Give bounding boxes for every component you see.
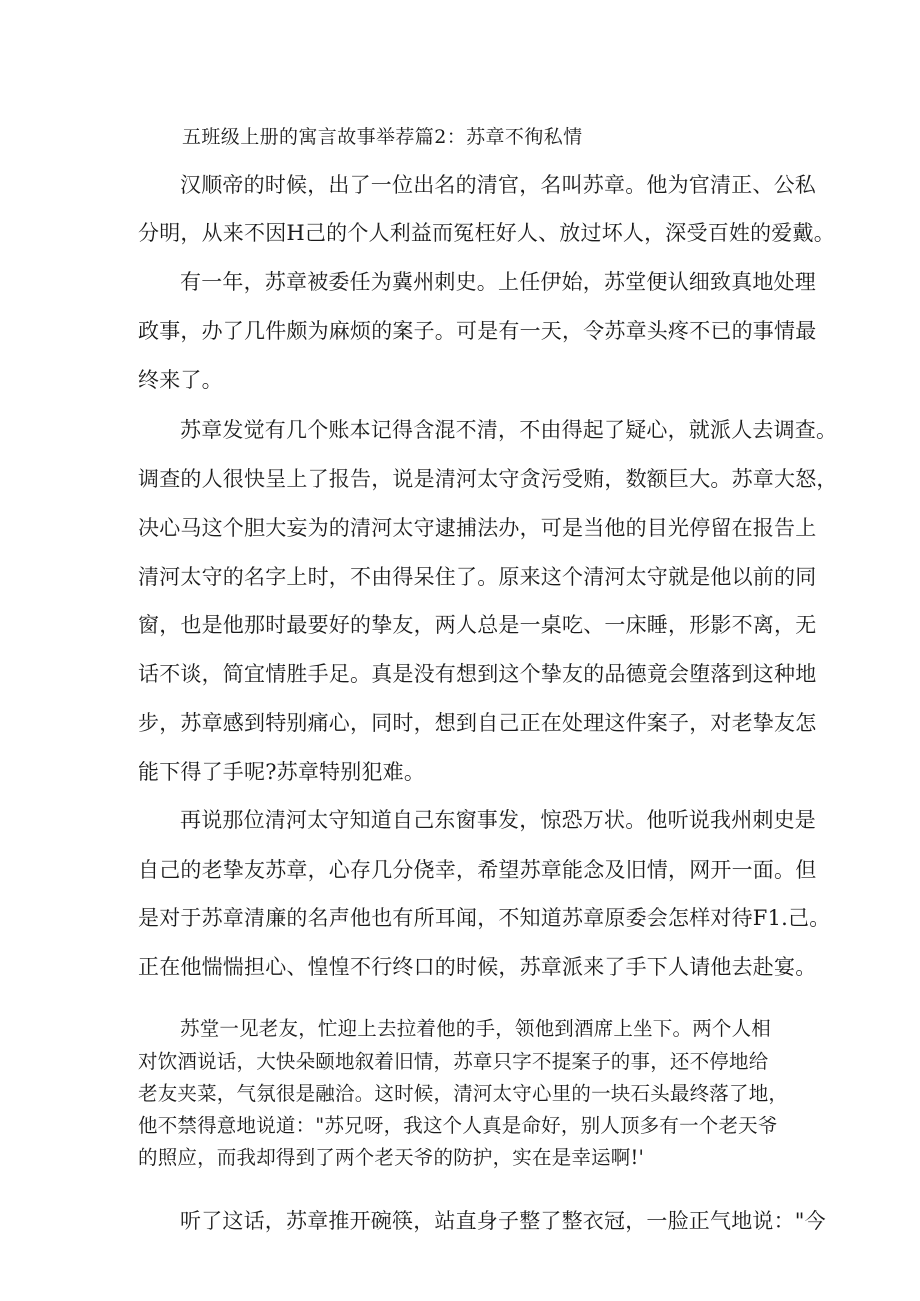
document-title: 五班级上册的寓言故事举荐篇2：苏章不徇私情 — [182, 126, 583, 148]
paragraph-1-line-2: 分明，从来不因H己的个人利益而冤枉好人、放过坏人，深受百姓的爱戴。 — [138, 221, 835, 245]
paragraph-2-line-1: 有一年，苏章被委任为冀州刺史。上任伊始，苏堂便认细致真地处理 — [180, 270, 816, 294]
paragraph-6-line-1: 听了这话，苏章推开碗筷，站直身子整了整衣冠，一脸正气地说："今 — [180, 1209, 826, 1233]
paragraph-3-line-4: 清河太守的名字上时，不由得呆住了。原来这个清河太守就是他以前的同 — [138, 565, 817, 589]
paragraph-4-line-1: 再说那位清河太守知道自己东窗事发，惊恐万状。他听说我州刺史是 — [180, 808, 816, 832]
paragraph-5-line-4: 他不禁得意地说道："苏兄呀，我这个人真是命好，别人顶多有一个老天爷 — [138, 1114, 778, 1137]
paragraph-4-line-3: 是对于苏章清廉的名声他也有所耳闻，不知道苏章原委会怎样对待F1.己。 — [138, 906, 831, 930]
paragraph-5-line-1: 苏堂一见老友，忙迎上去拉着他的手，领他到酒席上坐下。两个人相 — [180, 1017, 772, 1040]
paragraph-3-line-6: 话不谈，简宜情胜手足。真是没有想到这个挚友的品德竟会堕落到这种地 — [138, 662, 817, 686]
paragraph-5-line-2: 对饮酒说话，大快朵颐地叙着旧情，苏章只字不提案子的事，还不停地给 — [138, 1050, 769, 1073]
paragraph-4-line-2: 自己的老挚友苏章，心存几分侥幸，希望苏章能念及旧情，网开一面。但 — [138, 858, 817, 882]
paragraph-2-line-3: 终来了。 — [138, 368, 223, 392]
paragraph-5-line-5: 的照应，而我却得到了两个老天爷的防护，实在是幸运啊!' — [138, 1146, 645, 1169]
paragraph-1-line-1: 汉顺帝的时候，出了一位出名的清官，名叫苏章。他为官清正、公私 — [180, 173, 816, 197]
paragraph-4-line-4: 正在他惴惴担心、惶惶不行终口的时候，苏章派来了手下人请他去赴宴。 — [138, 955, 817, 979]
paragraph-3-line-3: 决心马这个胆大妄为的清河太守逮捕法办，可是当他的目光停留在报告上 — [138, 516, 817, 540]
paragraph-3-line-2: 调查的人很快呈上了报告，说是清河太守贪污受贿，数额巨大。苏章大怒， — [138, 467, 838, 491]
paragraph-2-line-2: 政事，办了几件颇为麻烦的案子。可是有一天，令苏章头疼不已的事情最 — [138, 319, 817, 343]
paragraph-5-line-3: 老友夹菜，气氛很是融洽。这时候，清河太守心里的一块石头最终落了地， — [138, 1082, 789, 1105]
paragraph-3-line-1: 苏章发觉有几个账本记得含混不清，不由得起了疑心，就派人去调查。 — [180, 418, 838, 442]
paragraph-3-line-7: 步，苏章感到特别痛心，同时，想到自己正在处理这件案子，对老挚友怎 — [138, 711, 817, 735]
paragraph-3-line-8: 能下得了手呢?苏章特别犯难。 — [138, 760, 426, 784]
paragraph-3-line-5: 窗，也是他那时最要好的挚友，两人总是一桌吃、一床睡，形影不离，无 — [138, 613, 817, 637]
